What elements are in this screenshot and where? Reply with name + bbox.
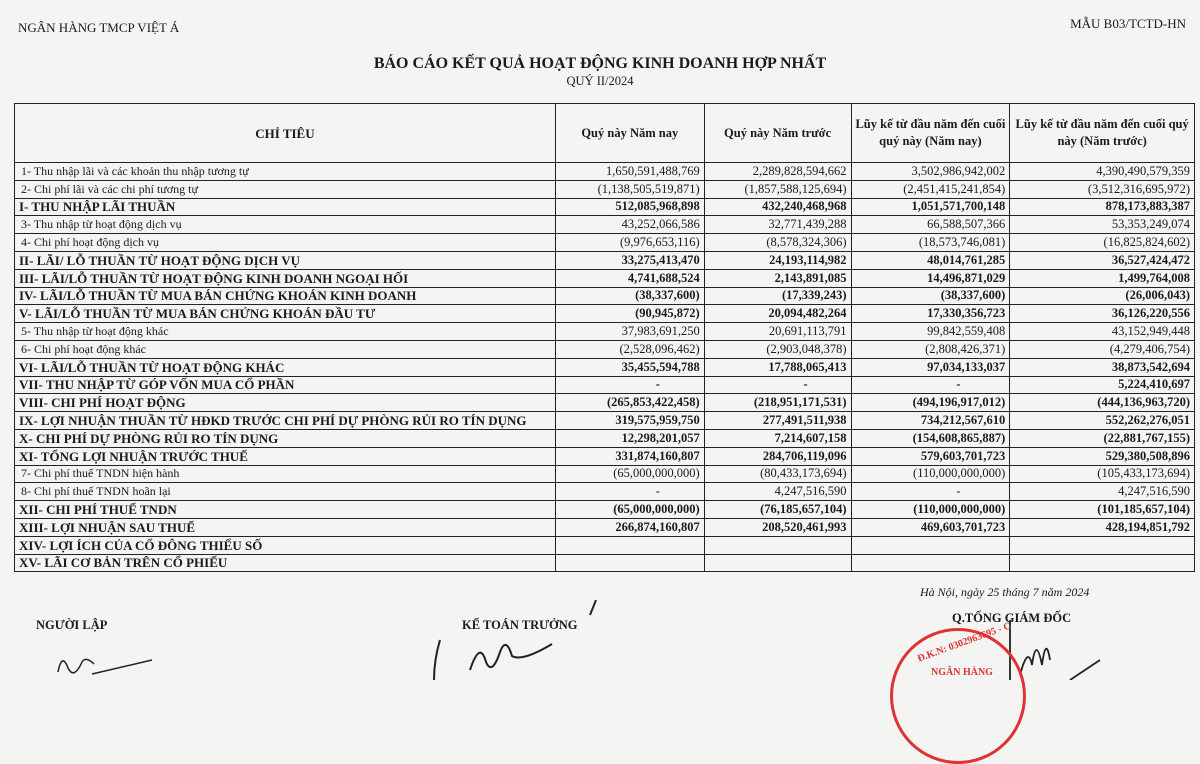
table-row (15, 412, 1195, 430)
row-value: 2,289,828,594,662 (704, 163, 851, 181)
row-value: (2,451,415,241,854) (851, 180, 1010, 198)
row-value: (22,881,767,155) (1010, 429, 1195, 447)
row-value: (65,000,000,000) (555, 465, 704, 483)
row-label: X- CHI PHÍ DỰ PHÒNG RỦI RO TÍN DỤNG (15, 429, 556, 447)
row-value: - (555, 376, 704, 394)
row-value: 284,706,119,096 (704, 447, 851, 465)
table-row (15, 358, 1195, 376)
row-value: 4,741,688,524 (555, 269, 704, 287)
row-value: 1,499,764,008 (1010, 269, 1195, 287)
row-value: 266,874,160,807 (555, 518, 704, 536)
row-value: (17,339,243) (704, 287, 851, 305)
income-statement-table (14, 103, 1195, 572)
row-value: 277,491,511,938 (704, 412, 851, 430)
row-value: (26,006,043) (1010, 287, 1195, 305)
row-value: 35,455,594,788 (555, 358, 704, 376)
table-row (15, 180, 1195, 198)
row-value: (8,578,324,306) (704, 234, 851, 252)
row-label: 4- Chi phí hoạt động dịch vụ (15, 234, 556, 252)
row-value: 43,252,066,586 (555, 216, 704, 234)
row-value: (18,573,746,081) (851, 234, 1010, 252)
row-value: 1,650,591,488,769 (555, 163, 704, 181)
row-value: 32,771,439,288 (704, 216, 851, 234)
row-value: 512,085,968,898 (555, 198, 704, 216)
table-row (15, 394, 1195, 412)
row-value: (2,528,096,462) (555, 340, 704, 358)
row-value: 1,051,571,700,148 (851, 198, 1010, 216)
row-label: 8- Chi phí thuế TNDN hoãn lại (15, 483, 556, 501)
row-value (704, 536, 851, 554)
row-value: 17,788,065,413 (704, 358, 851, 376)
row-value: 53,353,249,074 (1010, 216, 1195, 234)
row-value (1010, 536, 1195, 554)
row-value: 48,014,761,285 (851, 251, 1010, 269)
row-value: (154,608,865,887) (851, 429, 1010, 447)
row-label: 7- Chi phí thuế TNDN hiện hành (15, 465, 556, 483)
row-value: (65,000,000,000) (555, 501, 704, 519)
stamp-name: NGÂN HÀNG (931, 667, 993, 678)
column-header: Lũy kế từ đầu năm đến cuối quý này (Năm trước) (1010, 104, 1195, 163)
row-value (704, 554, 851, 572)
row-value: 24,193,114,982 (704, 251, 851, 269)
row-label: V- LÃI/LỖ THUẦN TỪ MUA BÁN CHỨNG KHOÁN ĐẦU TƯ (15, 305, 556, 323)
column-header: Quý này Năm trước (704, 104, 851, 163)
row-value: - (851, 483, 1010, 501)
row-value: (110,000,000,000) (851, 465, 1010, 483)
row-value: 3,502,986,942,002 (851, 163, 1010, 181)
row-value: 33,275,413,470 (555, 251, 704, 269)
row-value: 20,094,482,264 (704, 305, 851, 323)
row-value: (1,138,505,519,871) (555, 180, 704, 198)
table-row (15, 323, 1195, 341)
table-row (15, 287, 1195, 305)
row-value: - (555, 483, 704, 501)
row-value: (494,196,917,012) (851, 394, 1010, 412)
row-value: 12,298,201,057 (555, 429, 704, 447)
chief-accountant-label: KẾ TOÁN TRƯỞNG (462, 618, 578, 632)
table-row (15, 305, 1195, 323)
preparer-label: NGƯỜI LẬP (36, 618, 108, 632)
column-header: Lũy kế từ đầu năm đến cuối quý này (Năm nay) (851, 104, 1010, 163)
row-value: (80,433,173,694) (704, 465, 851, 483)
row-value: (4,279,406,754) (1010, 340, 1195, 358)
row-value: 432,240,468,968 (704, 198, 851, 216)
row-value: (38,337,600) (851, 287, 1010, 305)
column-header: CHỈ TIÊU (15, 104, 556, 163)
row-label: 3- Thu nhập từ hoạt động dịch vụ (15, 216, 556, 234)
row-value: (16,825,824,602) (1010, 234, 1195, 252)
row-value: 37,983,691,250 (555, 323, 704, 341)
table-row (15, 376, 1195, 394)
row-label: III- LÃI/LỖ THUẦN TỪ HOẠT ĐỘNG KINH DOANH NGOẠI HỐI (15, 269, 556, 287)
row-value (851, 536, 1010, 554)
row-value: 20,691,113,791 (704, 323, 851, 341)
row-value: 319,575,959,750 (555, 412, 704, 430)
row-value: - (851, 376, 1010, 394)
row-label: XIV- LỢI ÍCH CỦA CỔ ĐÔNG THIỂU SỐ (15, 536, 556, 554)
row-value: (265,853,422,458) (555, 394, 704, 412)
stamp-text: Đ.K.N: 0302963695 - C (916, 620, 1013, 665)
table-row (15, 483, 1195, 501)
table-row (15, 251, 1195, 269)
row-value (851, 554, 1010, 572)
row-value: (3,512,316,695,972) (1010, 180, 1195, 198)
row-label: XV- LÃI CƠ BẢN TRÊN CỔ PHIẾU (15, 554, 556, 572)
table-header (15, 104, 1195, 163)
table-row (15, 501, 1195, 519)
row-value: 4,247,516,590 (704, 483, 851, 501)
row-value: 7,214,607,158 (704, 429, 851, 447)
row-label: IV- LÃI/LỖ THUẦN TỪ MUA BÁN CHỨNG KHOÁN KINH DOANH (15, 287, 556, 305)
preparer-signature (58, 659, 152, 674)
director-signature (1010, 620, 1100, 680)
row-value: 4,390,490,579,359 (1010, 163, 1195, 181)
table-row (15, 216, 1195, 234)
table-row (15, 429, 1195, 447)
row-value: (110,000,000,000) (851, 501, 1010, 519)
table-row (15, 163, 1195, 181)
table-row (15, 340, 1195, 358)
table-row (15, 269, 1195, 287)
row-value: 331,874,160,807 (555, 447, 704, 465)
row-value: (2,903,048,378) (704, 340, 851, 358)
director-label: Q.TỔNG GIÁM ĐỐC (952, 611, 1072, 625)
row-label: VII- THU NHẬP TỪ GÓP VỐN MUA CỔ PHẦN (15, 376, 556, 394)
form-code: MẪU B03/TCTD-HN (1070, 16, 1186, 31)
row-value: 469,603,701,723 (851, 518, 1010, 536)
table-row (15, 518, 1195, 536)
row-label: 2- Chi phí lãi và các chi phí tương tự (15, 180, 556, 198)
row-value (555, 554, 704, 572)
row-value: - (704, 376, 851, 394)
row-value: (76,185,657,104) (704, 501, 851, 519)
row-value: (2,808,426,371) (851, 340, 1010, 358)
table-row (15, 198, 1195, 216)
row-label: VI- LÃI/LỖ THUẦN TỪ HOẠT ĐỘNG KHÁC (15, 358, 556, 376)
row-label: I- THU NHẬP LÃI THUẦN (15, 198, 556, 216)
row-label: IX- LỢI NHUẬN THUẦN TỪ HĐKD TRƯỚC CHI PHÍ DỰ PHÒNG RỦI RO TÍN DỤNG (15, 412, 556, 430)
row-value (555, 536, 704, 554)
row-value: 66,588,507,366 (851, 216, 1010, 234)
row-value: 97,034,133,037 (851, 358, 1010, 376)
row-value: 579,603,701,723 (851, 447, 1010, 465)
row-value: 38,873,542,694 (1010, 358, 1195, 376)
table-row (15, 234, 1195, 252)
row-value: 529,380,508,896 (1010, 447, 1195, 465)
row-label: VIII- CHI PHÍ HOẠT ĐỘNG (15, 394, 556, 412)
row-label: 6- Chi phí hoạt động khác (15, 340, 556, 358)
row-label: II- LÃI/ LỖ THUẦN TỪ HOẠT ĐỘNG DỊCH VỤ (15, 251, 556, 269)
row-value: 734,212,567,610 (851, 412, 1010, 430)
row-value: 428,194,851,792 (1010, 518, 1195, 536)
row-value: (218,951,171,531) (704, 394, 851, 412)
company-stamp (890, 620, 1026, 764)
row-value: 17,330,356,723 (851, 305, 1010, 323)
report-period: QUÝ II/2024 (566, 74, 634, 88)
row-value: 552,262,276,051 (1010, 412, 1195, 430)
row-value: (38,337,600) (555, 287, 704, 305)
report-title: BÁO CÁO KẾT QUẢ HOẠT ĐỘNG KINH DOANH HỢP NHẤT (373, 55, 827, 72)
row-value: (9,976,653,116) (555, 234, 704, 252)
row-label: XI- TỔNG LỢI NHUẬN TRƯỚC THUẾ (15, 447, 556, 465)
row-label: 5- Thu nhập từ hoạt động khác (15, 323, 556, 341)
table-row (15, 554, 1195, 572)
row-value: 4,247,516,590 (1010, 483, 1195, 501)
row-value: 99,842,559,408 (851, 323, 1010, 341)
row-value: (1,857,588,125,694) (704, 180, 851, 198)
row-label: XIII- LỢI NHUẬN SAU THUẾ (15, 518, 556, 536)
bank-name: NGÂN HÀNG TMCP VIỆT Á (18, 20, 180, 35)
row-value: 36,126,220,556 (1010, 305, 1195, 323)
row-label: XII- CHI PHÍ THUẾ TNDN (15, 501, 556, 519)
row-value: 2,143,891,085 (704, 269, 851, 287)
table-row (15, 447, 1195, 465)
row-value: 878,173,883,387 (1010, 198, 1195, 216)
row-value: (90,945,872) (555, 305, 704, 323)
row-value: (105,433,173,694) (1010, 465, 1195, 483)
row-value: (101,185,657,104) (1010, 501, 1195, 519)
signing-date: Hà Nội, ngày 25 tháng 7 năm 2024 (920, 585, 1090, 599)
row-value: (444,136,963,720) (1010, 394, 1195, 412)
row-value: 5,224,410,697 (1010, 376, 1195, 394)
row-value: 43,152,949,448 (1010, 323, 1195, 341)
table-row (15, 536, 1195, 554)
row-value: 36,527,424,472 (1010, 251, 1195, 269)
table-row (15, 465, 1195, 483)
row-value: 14,496,871,029 (851, 269, 1010, 287)
row-value (1010, 554, 1195, 572)
column-header: Quý này Năm nay (555, 104, 704, 163)
row-label: 1- Thu nhập lãi và các khoản thu nhập tương tự (15, 163, 556, 181)
chief-accountant-signature (434, 600, 596, 680)
row-value: 208,520,461,993 (704, 518, 851, 536)
